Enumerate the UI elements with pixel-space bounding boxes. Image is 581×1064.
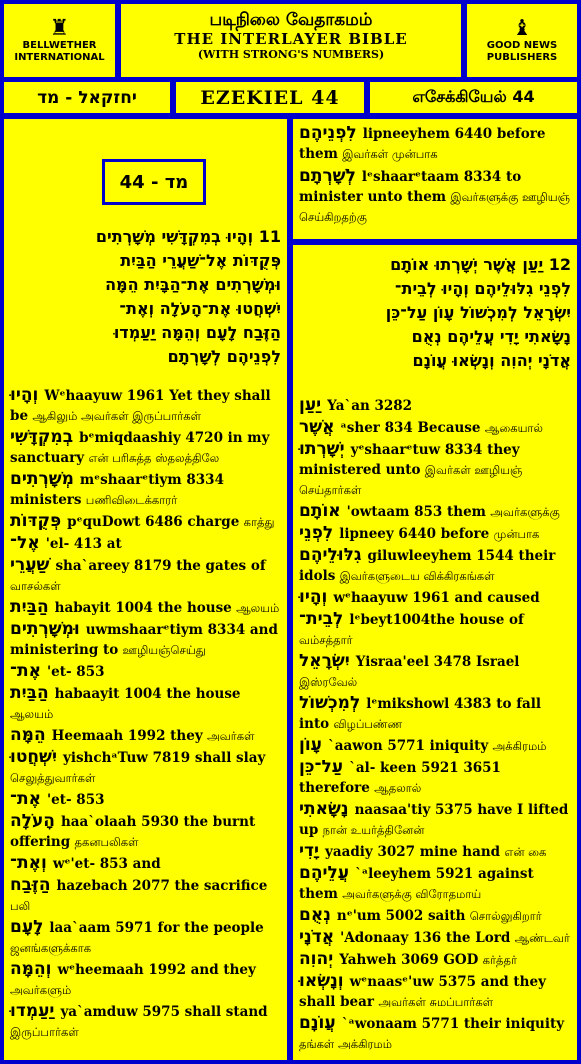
hebrew-word: וְנָשְׂאוּ: [299, 971, 344, 991]
hebrew-word: נְאֻם: [299, 905, 331, 925]
hebrew-word: אֶת־: [10, 661, 42, 681]
word-entry: [10, 1001, 281, 1042]
word-entry: [299, 587, 571, 608]
tamil-gloss: இவர்கள் முன்பாக: [342, 147, 438, 161]
title-tamil: படிநிலை வேதாகமம்: [209, 10, 373, 30]
word-entry: [299, 417, 571, 438]
tamil-gloss: விழப்பண்ண: [333, 717, 403, 731]
transliteration: yaadiy 3027 mine hand: [325, 844, 501, 860]
word-entry: [299, 501, 571, 522]
right-top-word-list: [299, 123, 571, 229]
verse-11-hebrew: [12, 225, 281, 369]
hebrew-word: הַבַּיִת: [10, 597, 49, 617]
word-entry: [10, 917, 281, 958]
hebrew-word: לְבֵית־: [299, 609, 344, 629]
verse-line: 12 יַעַן אֲשֶׁר יְשָׁרְתוּ אוֹתָם: [390, 255, 571, 274]
tamil-gloss: இவர்கள் ஊழியஞ் செய்தார்கள்: [299, 463, 523, 497]
transliteration: lipneey 6440 before: [339, 526, 490, 542]
tamil-gloss: ஆகிலும் அவர்கள் இருப்பார்கள்: [32, 409, 201, 423]
transliteration: lᵉshaarᵉtaam 8334 to minister unto them: [299, 169, 522, 205]
hebrew-word: לְשָׁרְתָם: [299, 166, 356, 186]
left-word-list: [10, 385, 281, 1043]
transliteration: uwmshaarᵉtiym 8334 and ministering to: [10, 622, 278, 658]
transliteration: hazebach 2077 the sacrifice: [56, 878, 268, 894]
tamil-gloss: ஆலயம்: [10, 707, 54, 721]
good-news-logo: [467, 4, 577, 77]
tamil-gloss: காத்து: [243, 515, 275, 529]
hebrew-word: הֵמָּה: [10, 725, 46, 745]
word-entry: [10, 661, 281, 682]
tamil-gloss: பலி: [10, 899, 31, 913]
word-entry: [299, 439, 571, 500]
hebrew-word: יָדִי: [299, 841, 320, 861]
word-entry: [10, 789, 281, 810]
word-entry: [299, 545, 571, 586]
hebrew-word: הַבַּיִת: [10, 683, 49, 703]
right-word-list: [299, 395, 571, 1055]
transliteration: giluwleeyhem 1544 their idols: [299, 548, 556, 584]
transliteration: 'owtaam 853 them: [346, 504, 486, 520]
transliteration: ᵃsher 834 Because: [340, 420, 481, 436]
left-column: [4, 119, 287, 1060]
word-entry: [10, 959, 281, 1000]
word-entry: [10, 427, 281, 468]
word-entry: [10, 469, 281, 510]
word-entry: [10, 683, 281, 724]
hebrew-word: יַעַן: [299, 395, 322, 415]
transliteration: laa`aam 5971 for the people: [49, 920, 264, 936]
word-entry: [299, 609, 571, 650]
word-entry: [299, 799, 571, 840]
hebrew-word: הָעֹלָה: [10, 811, 55, 831]
tamil-gloss: தகனபலிகள்: [74, 835, 139, 849]
hebrew-word: נָשָׂאתִי: [299, 799, 349, 819]
verse-line: אֲדֹנָי יְהוִה וְנָשְׂאוּ עֲוֹנָם: [412, 351, 571, 370]
transliteration: Yisraa'eel 3478 Israel: [355, 654, 520, 670]
verse-line: 11 וְהָיוּ בְמִקְדָּשִׁי מְשָׁרְתִים: [95, 227, 281, 246]
word-entry: [299, 841, 571, 862]
tamil-gloss: ஊழியஞ்செய்து: [122, 643, 206, 657]
word-entry: [299, 693, 571, 734]
hebrew-word: יִשְׁחֲטוּ: [10, 747, 57, 767]
word-entry: [299, 123, 571, 164]
tamil-gloss: நான் உயர்த்தினேன்: [322, 823, 425, 837]
transliteration: Yahweh 3069 GOD: [339, 952, 479, 968]
word-entry: [299, 971, 571, 1012]
tamil-book-label: எசேக்கியேல் 44: [370, 82, 577, 113]
tamil-gloss: இவர்களுக்கு ஊழியஞ் செய்கிறதற்கு: [299, 190, 570, 224]
transliteration: `ᵃleeyhem 5921 against them: [299, 866, 534, 902]
tamil-gloss: பணிவிடைக்காரர்: [85, 493, 178, 507]
verse-line: הַזֶּבַח לָעָם וְהֵמָּה יַעַמְדוּ: [113, 323, 281, 342]
hebrew-word: לְמִכְשׁוֹל: [299, 693, 361, 713]
transliteration: wᵉheemaah 1992 and they: [57, 962, 256, 978]
bellwether-logo: [4, 4, 115, 77]
word-entry: [10, 385, 281, 426]
hebrew-word: וְהָיוּ: [299, 587, 328, 607]
transliteration: lipneeyhem 6440 before them: [299, 126, 546, 162]
title-subtitle: (WITH STRONG'S NUMBERS): [197, 48, 385, 61]
verse-12-hebrew: [301, 253, 571, 373]
hebrew-word: עַל־כֵּן: [299, 757, 344, 777]
word-entry: [299, 166, 571, 227]
hebrew-word: אֶת־: [10, 789, 42, 809]
tamil-gloss: செலுத்துவார்கள்: [10, 771, 96, 785]
right-top-panel: [293, 119, 577, 239]
tamil-gloss: ஆண்டவர்: [514, 931, 570, 945]
transliteration: wᵉhaayuw 1961 and caused: [333, 590, 540, 606]
right-logo-text: GOOD NEWS PUBLISHERS: [486, 39, 558, 63]
tamil-gloss: என் பரிசுத்த ஸ்தலத்திலே: [88, 451, 220, 465]
hebrew-word: יִשְׂרָאֵל: [299, 651, 350, 671]
hebrew-book-label: יחזקאל - מד: [4, 82, 170, 113]
transliteration: `aawon 5771 iniquity: [327, 738, 489, 754]
word-entry: [10, 747, 281, 788]
tamil-gloss: என் கை: [504, 845, 547, 859]
hebrew-word: וּמְשָׁרְתִים: [10, 619, 80, 639]
word-entry: [299, 395, 571, 416]
transliteration: pᵉquDowt 6486 charge: [67, 514, 240, 530]
transliteration: Wᵉhaayuw 1961 Yet they shall be: [10, 388, 271, 424]
verse-line: יִשְׂרָאֵל לְמִכְשׁוֹל עָוֹן עַל־כֵּן: [385, 303, 571, 322]
tamil-gloss: வாசல்கள்: [10, 579, 61, 593]
word-entry: [10, 875, 281, 916]
hebrew-word: וְהֵמָּה: [10, 959, 52, 979]
word-entry: [299, 863, 571, 904]
hebrew-word: לָעָם: [10, 917, 44, 937]
tamil-gloss: அக்கிரமம்: [492, 739, 547, 753]
transliteration: yishchᵃTuw 7819 shall slay: [62, 750, 266, 766]
word-entry: [299, 1013, 571, 1054]
transliteration: 'et- 853: [47, 792, 105, 808]
tamil-gloss: சொல்லுகிறார்: [469, 909, 542, 923]
tamil-gloss: ஆலயம்: [236, 601, 280, 615]
verse-line: פְּקֻדּוֹת אֶל־שַׁעֲרֵי הַבַּיִת: [120, 251, 281, 270]
transliteration: nᵉ'um 5002 saith: [336, 908, 466, 924]
hebrew-word: לִפְנֵיהֶם: [299, 123, 357, 143]
transliteration: naasaa'tiy 5375 have I lifted up: [299, 802, 569, 838]
word-entry: [299, 949, 571, 970]
tamil-gloss: வம்சத்தார்: [299, 633, 353, 647]
hebrew-word: לִפְנֵי: [299, 523, 334, 543]
hebrew-word: אוֹתָם: [299, 501, 341, 521]
word-entry: [10, 853, 281, 874]
tamil-gloss: இஸ்ரவேல்: [299, 675, 358, 689]
hebrew-word: עֲוֹנָם: [299, 1013, 336, 1033]
verse-line: לִפְנֵיהֶם לְשָׁרְתָם: [167, 347, 281, 366]
left-logo-text: BELLWETHER INTERNATIONAL: [14, 39, 105, 63]
word-entry: [299, 651, 571, 692]
hebrew-word: וְאֶת־: [10, 853, 47, 873]
hebrew-word: עָוֹן: [299, 735, 322, 755]
tamil-gloss: அவர்களும்: [10, 983, 72, 997]
transliteration: Ya`an 3282: [327, 398, 413, 414]
transliteration: 'Adonaay 136 the Lord: [340, 930, 511, 946]
word-entry: [299, 927, 571, 948]
word-entry: [10, 555, 281, 596]
verse-line: לִפְנֵי גִלּוּלֵיהֶם וְהָיוּ לְבֵית־: [394, 279, 571, 298]
hebrew-word: שַׁעֲרֵי: [10, 555, 50, 575]
transliteration: sha`areey 8179 the gates of: [55, 558, 266, 574]
title-block: [121, 4, 461, 77]
verse-line: יִשְׁחֲטוּ אֶת־הָעֹלָה וְאֶת־: [119, 299, 281, 318]
tamil-gloss: அவர்கள் சுமப்பார்கள்: [378, 995, 494, 1009]
transliteration: `ᵃwonaam 5771 their iniquity: [341, 1016, 565, 1032]
transliteration: haa`olaah 5930 the burnt offering: [10, 814, 256, 850]
tamil-gloss: கர்த்தர்: [482, 953, 518, 967]
transliteration: ya`amduw 5975 shall stand: [60, 1004, 268, 1020]
hebrew-word: אֲדֹנָי: [299, 927, 335, 947]
transliteration: 'et- 853: [47, 664, 105, 680]
verse-line: וּמְשָׁרְתִים אֶת־הַבָּיִת הֵמָּה: [105, 275, 281, 294]
hebrew-word: אֲשֶׁר: [299, 417, 335, 437]
transliteration: bᵉmiqdaashiy 4720 in my sanctuary: [10, 430, 270, 466]
word-entry: [299, 523, 571, 544]
word-entry: [10, 811, 281, 852]
hebrew-word: פְּקֻדּוֹת: [10, 511, 62, 531]
chapter-box: [102, 159, 206, 205]
tamil-gloss: ஆதலால்: [374, 781, 422, 795]
bell-icon: ♜: [49, 15, 70, 41]
transliteration: wᵉ'et- 853 and: [52, 856, 161, 872]
title-english: THE INTERLAYER BIBLE: [174, 30, 408, 48]
hebrew-word: יְהוִה: [299, 949, 334, 969]
word-entry: [10, 619, 281, 660]
word-entry: [299, 757, 571, 798]
transliteration: `al- keen 5921 3651 therefore: [299, 760, 501, 796]
hebrew-word: יַעַמְדוּ: [10, 1001, 55, 1021]
hebrew-word: בְמִקְדָּשִׁי: [10, 427, 74, 447]
word-entry: [299, 905, 571, 926]
hebrew-word: מְשָׁרְתִים: [10, 469, 74, 489]
transliteration: mᵉshaarᵉtiym 8334 ministers: [10, 472, 224, 508]
tamil-gloss: அவர்கள்: [206, 729, 255, 743]
word-entry: [10, 533, 281, 554]
transliteration: wᵉnaasᵉ'uw 5375 and they shall bear: [299, 974, 546, 1010]
word-entry: [10, 725, 281, 746]
verse-line: נָשָׂאתִי יָדִי עֲלֵיהֶם נְאֻם: [411, 327, 571, 346]
transliteration: lᵉmikshowl 4383 to fall into: [299, 696, 542, 732]
tamil-gloss: முன்பாக: [493, 527, 540, 541]
transliteration: Heemaah 1992 they: [51, 728, 203, 744]
transliteration: lᵉbeyt1004the house of: [349, 612, 524, 628]
hebrew-word: יְשָׁרְתוּ: [299, 439, 345, 459]
word-entry: [10, 597, 281, 618]
chapter-number: מד - 44: [119, 171, 189, 193]
transliteration: habayit 1004 the house: [54, 600, 232, 616]
hebrew-word: עֲלֵיהֶם: [299, 863, 350, 883]
english-book-label: EZEKIEL 44: [176, 82, 364, 113]
word-entry: [299, 735, 571, 756]
transliteration: habaayit 1004 the house: [54, 686, 241, 702]
right-column: [293, 245, 577, 1060]
tamil-gloss: இவர்களுடைய விக்கிரகங்கள்: [339, 569, 495, 583]
tamil-gloss: அவர்களுக்கு விரோதமாய்: [342, 887, 482, 901]
transliteration: 'el- 413 at: [45, 536, 122, 552]
tamil-gloss: ஆகையால்: [484, 421, 543, 435]
tamil-gloss: தங்கள் அக்கிரமம்: [299, 1037, 392, 1051]
tamil-gloss: ஜனங்களுக்காக: [10, 941, 92, 955]
hebrew-word: אֶל־: [10, 533, 40, 553]
hebrew-word: וְהָיוּ: [10, 385, 39, 405]
word-entry: [10, 511, 281, 532]
torch-icon: ♝: [512, 15, 532, 41]
tamil-gloss: இருப்பார்கள்: [10, 1025, 79, 1039]
tamil-gloss: அவர்களுக்கு: [490, 505, 560, 519]
hebrew-word: הַזֶּבַח: [10, 875, 51, 895]
hebrew-word: גִלּוּלֵיהֶם: [299, 545, 362, 565]
transliteration: yᵉshaarᵉtuw 8334 they ministered unto: [299, 442, 520, 478]
